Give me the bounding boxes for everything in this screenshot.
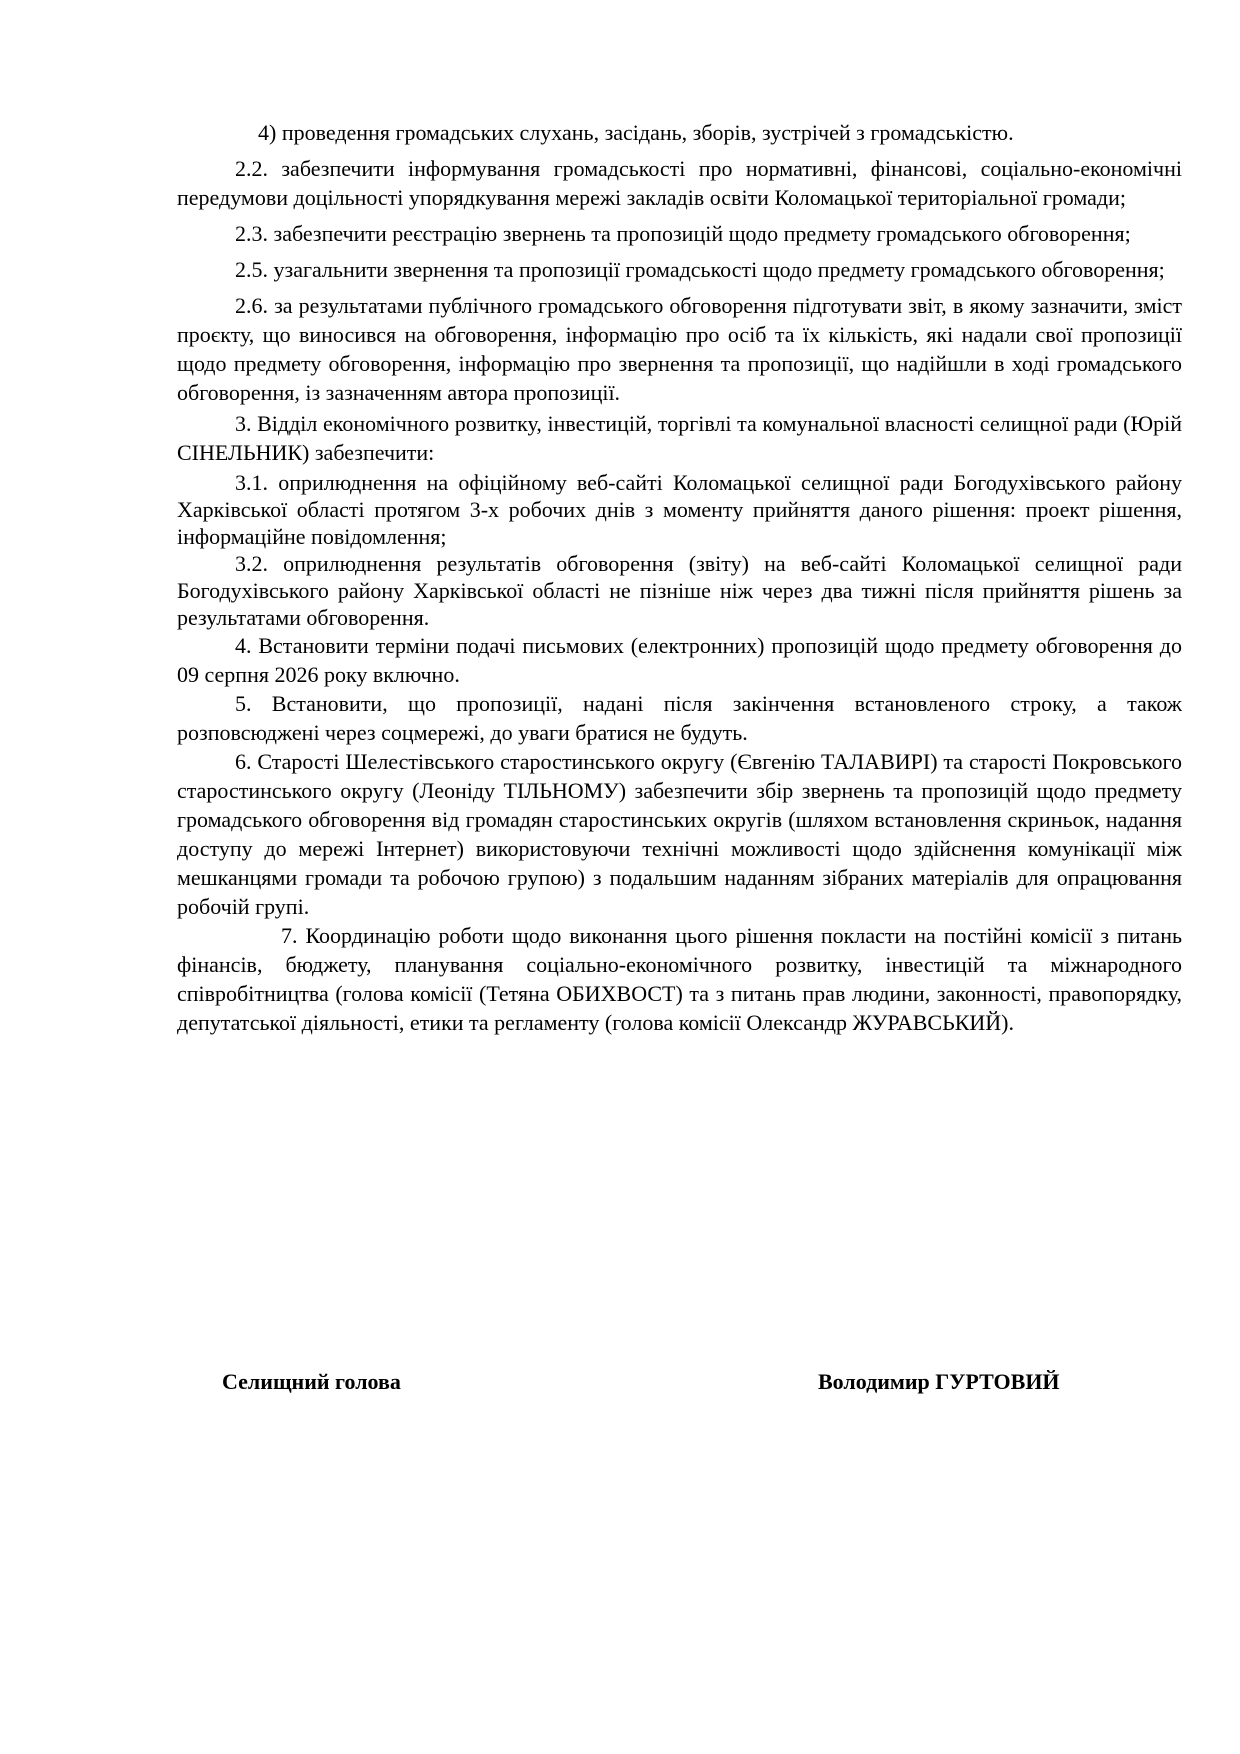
paragraph-3: 3. Відділ економічного розвитку, інвестицій, торгівлі та комунальної власності селищної ради (Юрій СІНЕЛЬНИК) забезпечити: xyxy=(177,411,1182,465)
paragraph-2-2: 2.2. забезпечити інформування громадськості про нормативні, фінансові, соціально-економічні передумови доцільності упорядкування мережі закладів освіти Коломацької територіальної громади; xyxy=(177,156,1182,210)
signature-name: Володимир ГУРТОВИЙ xyxy=(818,1369,1060,1394)
paragraph-2-5: 2.5. узагальнити звернення та пропозиції громадськості щодо предмету громадського обговорення; xyxy=(235,257,1165,282)
paragraph-2-3: 2.3. забезпечити реєстрацію звернень та пропозицій щодо предмету громадського обговорення; xyxy=(235,221,1131,246)
paragraph-6: 6. Старості Шелестівського старостинського округу (Євгенію ТАЛАВИРІ) та старості Покровського старостинського округу (Леоніду ТІЛЬНОМУ) забезпечити збір звернень та пропозицій щодо предмету громадського обговорення від громадян старостинських округів (шляхом встановлення скриньок, надання доступу до мережі Інтернет) використовуючи технічні можливості щодо здійснення комунікації між мешканцями громади та робочою групою) з подальшим наданням зібраних матеріалів для опрацювання робочій групі. xyxy=(177,749,1182,919)
paragraph-5: 5. Встановити, що пропозиції, надані після закінчення встановленого строку, а також розповсюджені через соцмережі, до уваги братися не будуть. xyxy=(177,691,1182,745)
document-body xyxy=(177,118,1182,1037)
signature-position: Селищний голова xyxy=(222,1369,401,1394)
paragraph-3-1: 3.1. оприлюднення на офіційному веб-сайті Коломацької селищної ради Богодухівського району Харківської області протягом 3-х робочих днів з моменту прийняття даного рішення: проект рішення, інформаційне повідомлення; xyxy=(177,470,1182,549)
paragraph-4-terms: 4. Встановити терміни подачі письмових (електронних) пропозицій щодо предмету обговорення до 09 серпня 2026 року включно. xyxy=(177,633,1182,687)
paragraph-7: 7. Координацію роботи щодо виконання цього рішення покласти на постійні комісії з питань фінансів, бюджету, планування соціально-економічного розвитку, інвестицій та міжнародного співробітництва (голова комісії (Тетяна ОБИХВОСТ) та з питань прав людини, законності, правопорядку, депутатської діяльності, етики та регламенту (голова комісії Олександр ЖУРАВСЬКИЙ). xyxy=(177,923,1182,1035)
paragraph-4-hearings: 4) проведення громадських слухань, засідань, зборів, зустрічей з громадськістю. xyxy=(258,120,1014,145)
paragraph-3-2: 3.2. оприлюднення результатів обговорення (звіту) на веб-сайті Коломацької селищної ради Богодухівського району Харківської області не пізніше ніж через два тижні після прийняття рішень за результатами обговорення. xyxy=(177,551,1182,630)
paragraph-2-6: 2.6. за результатами публічного громадського обговорення підготувати звіт, в якому зазначити, зміст проєкту, що виносився на обговорення, інформацію про осіб та їх кількість, які надали свої пропозиції щодо предмету обговорення, інформацію про звернення та пропозиції, що надійшли в ході громадського обговорення, із зазначенням автора пропозиції. xyxy=(177,293,1182,405)
